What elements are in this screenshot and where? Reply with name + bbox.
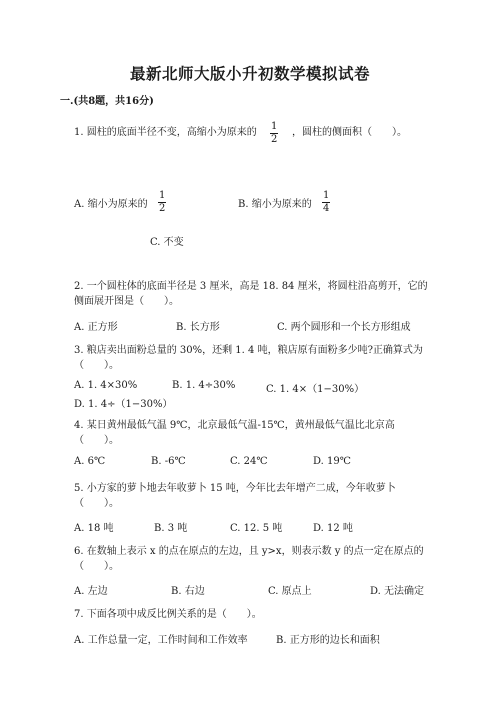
q1-option-a-label: A. 缩小为原来的 <box>74 199 148 210</box>
q5-option-c: C. 12. 5 吨 <box>230 523 283 534</box>
q1-fraction-denominator: 2 <box>271 134 278 145</box>
q2-option-a: A. 正方形 <box>74 322 118 333</box>
q1-option-b-fraction <box>322 190 330 215</box>
q1-option-b-label: B. 缩小为原来的 <box>238 199 312 210</box>
q7-option-a: A. 工作总量一定，工作时间和工作效率 <box>74 635 248 646</box>
q1-stem-start: 1. 圆柱的底面半径不变，高缩小为原来的 <box>74 127 257 138</box>
section-heading: 一.(共8题，共16分) <box>60 96 154 107</box>
q4-option-a: A. 6℃ <box>74 456 106 467</box>
q6-option-d: D. 无法确定 <box>370 586 425 597</box>
q5-option-a: A. 18 吨 <box>74 523 114 534</box>
q3-line-2: （ ）。 <box>74 360 119 371</box>
q1-option-b-denominator: 4 <box>323 203 330 214</box>
q3-option-d: D. 1. 4÷（1−30%） <box>74 399 173 410</box>
q7-line-1: 7. 下面各项中成反比例关系的是（ ）。 <box>74 609 262 620</box>
q4-line-1: 4. 某日黄州最低气温 9℃，北京最低气温-15℃，黄州最低气温比北京高 <box>74 420 395 431</box>
q1-option-a-denominator: 2 <box>159 203 166 214</box>
q2-option-b: B. 长方形 <box>176 322 220 333</box>
q5-line-2: （ ）。 <box>74 498 119 509</box>
q2-line-2: 侧面展开图是（ ）。 <box>74 296 179 307</box>
q1-option-b-numerator: 1 <box>323 190 330 201</box>
q5-option-b: B. 3 吨 <box>154 523 188 534</box>
q1-option-a-numerator: 1 <box>159 190 166 201</box>
q3-line-1: 3. 粮店卖出面粉总量的 30%，还剩 1. 4 吨，粮店原有面粉多少吨?正确算式为 <box>74 345 423 356</box>
q1-stem-end: ，圆柱的侧面积（ ）。 <box>292 127 407 138</box>
page-title: 最新北师大版小升初数学模拟试卷 <box>129 64 370 83</box>
q6-line-2: （ ）。 <box>74 561 119 572</box>
q7-option-b: B. 正方形的边长和面积 <box>276 635 380 646</box>
q1-option-a-fraction <box>158 190 166 215</box>
q1-option-c: C. 不变 <box>150 237 184 248</box>
q4-option-b: B. -6℃ <box>151 456 186 467</box>
q3-option-c: C. 1. 4×（1−30%） <box>266 384 365 395</box>
q4-line-2: （ ）。 <box>74 435 119 446</box>
q1-fraction <box>270 121 278 146</box>
q2-line-1: 2. 一个圆柱体的底面半径是 3 厘米，高是 18. 84 厘米，将圆柱沿高剪开，它的 <box>74 281 428 292</box>
q1-fraction-numerator: 1 <box>271 121 278 132</box>
q6-option-a: A. 左边 <box>74 586 108 597</box>
q5-line-1: 5. 小方家的萝卜地去年收萝卜 15 吨，今年比去年增产二成，今年收萝卜 <box>74 483 396 494</box>
q2-option-c: C. 两个圆形和一个长方形组成 <box>277 322 411 333</box>
q6-option-b: B. 右边 <box>171 586 205 597</box>
q3-option-a: A. 1. 4×30% <box>74 380 138 391</box>
q4-option-c: C. 24℃ <box>230 456 268 467</box>
q3-option-b: B. 1. 4÷30% <box>172 380 236 391</box>
q6-option-c: C. 原点上 <box>268 586 312 597</box>
q6-line-1: 6. 在数轴上表示 x 的点在原点的左边，且 y>x，则表示数 y 的点一定在原点的 <box>74 546 424 557</box>
q5-option-d: D. 12 吨 <box>313 523 353 534</box>
q4-option-d: D. 19℃ <box>313 456 351 467</box>
